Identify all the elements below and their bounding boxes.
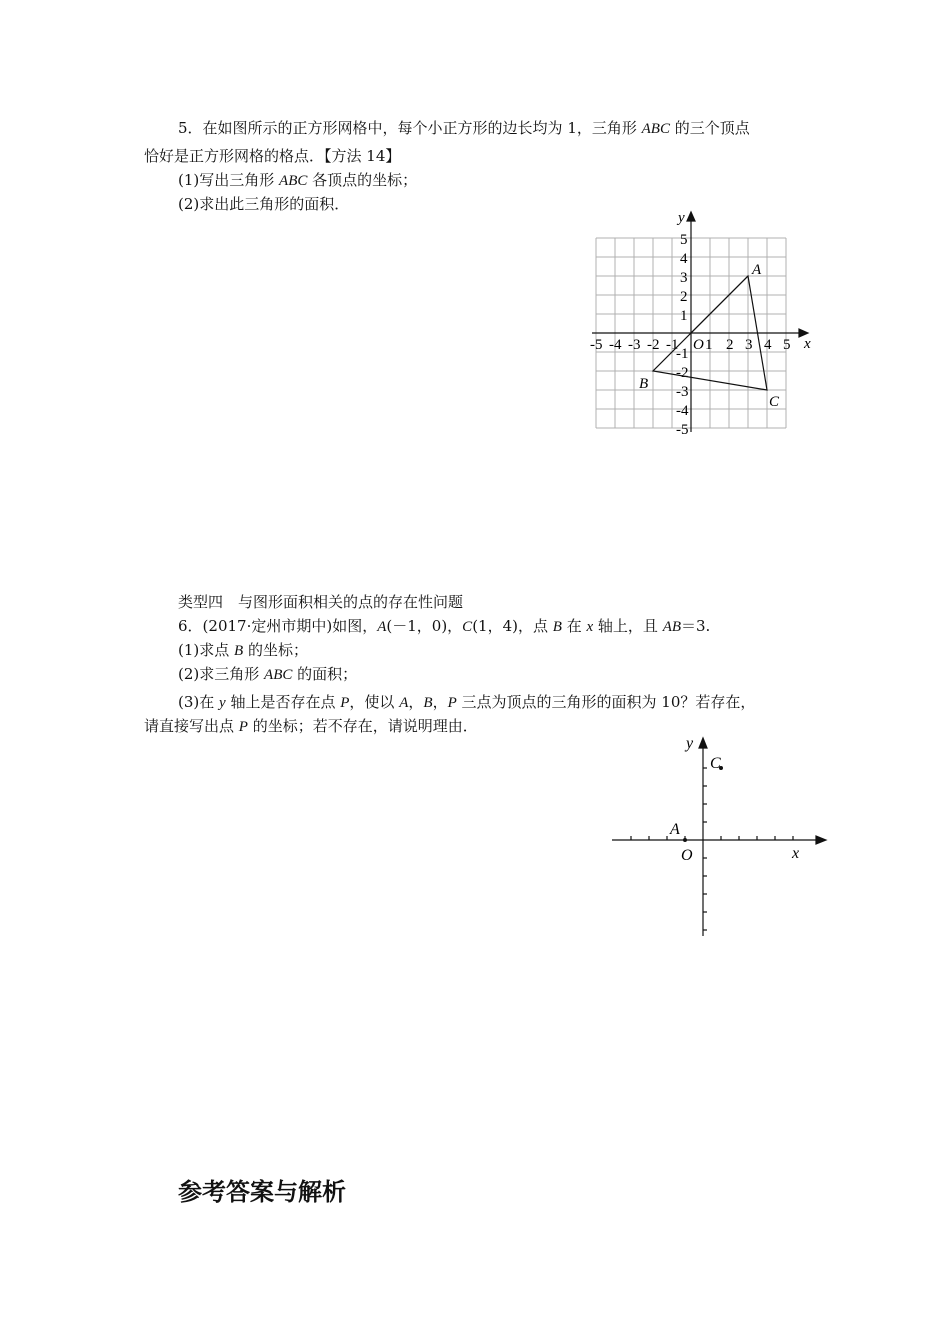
problem5-line1-text: 5．在如图所示的正方形网格中，每个小正方形的边长均为 1，三角形 (178, 119, 642, 137)
problem6-q3-point-p: P (447, 695, 457, 711)
problem5-line1 (178, 118, 750, 139)
problem5-triangle-name: ABC (641, 121, 670, 137)
x-tick-label: 5 (783, 337, 791, 353)
problem6-q3-text: 的坐标；若不存在，请说明理由． (247, 717, 478, 735)
problem6-q1-text: (1)求点 (178, 641, 235, 659)
problem6-question1 (178, 640, 308, 661)
problem6-question3 (178, 692, 755, 713)
y-tick-label: -3 (676, 384, 689, 400)
point-c-label: C (710, 755, 721, 772)
problem6-text: ＝3. (681, 617, 711, 635)
problem6-q3-text: ，使以 (349, 693, 400, 711)
problem6-q3-text: ， (408, 693, 424, 711)
problem6-point-c: C (462, 619, 473, 635)
y-tick-label: 4 (680, 251, 688, 267)
y-tick-label: -2 (676, 365, 689, 381)
problem5-line1-suffix: 的三个顶点 (669, 119, 750, 137)
y-tick-label: 1 (680, 308, 688, 324)
problem6-point-a: A (377, 619, 387, 635)
problem6-q3-point-b: B (423, 695, 433, 711)
problem5-question1 (178, 170, 417, 191)
problem6-q3-y: y (219, 695, 226, 711)
x-tick-label: 3 (745, 337, 753, 353)
problem6-question2 (178, 664, 357, 685)
problem6-q3-text: 三点为顶点的三角形的面积为 10？若存在， (456, 693, 756, 711)
section4-title: 类型四 与图形面积相关的点的存在性问题 (178, 593, 464, 611)
y-tick-label: 2 (680, 289, 688, 305)
problem6-q3-text: 轴上是否存在点 (225, 693, 341, 711)
problem6-text: (－1，0)， (386, 617, 463, 635)
problem5-q1-text: (1)写出三角形 (178, 171, 280, 189)
problem6-q3-text: ， (432, 693, 448, 711)
problem6-q3-point-a: A (399, 695, 409, 711)
problem6-q3-text: 请直接写出点 (144, 717, 239, 735)
problem6-q1-point: B (234, 643, 244, 659)
problem5-q1-triangle: ABC (279, 173, 308, 189)
x-tick-label: 1 (705, 337, 713, 353)
y-tick-label: 5 (680, 232, 688, 248)
point-b-label: B (639, 376, 649, 392)
problem5-q1-suffix: 各顶点的坐标； (307, 171, 418, 189)
problem5-question2: (2)求出此三角形的面积． (178, 195, 350, 213)
point-a-label: A (670, 821, 680, 838)
problem6-x: x (586, 619, 594, 635)
y-tick-label: -4 (676, 403, 689, 419)
point-a-dot (683, 838, 687, 842)
y-tick-label: -5 (676, 422, 689, 438)
problem6-q2-text: (2)求三角形 (178, 665, 265, 683)
problem6-point-b: B (552, 619, 562, 635)
problem6-y-axis-label: y (686, 735, 694, 752)
x-tick-label: -4 (609, 337, 622, 353)
problem5-grid-figure (580, 208, 820, 438)
problem6-text: 在 (561, 617, 587, 635)
problem6-text: 轴上，且 (593, 617, 663, 635)
problem6-q2-triangle: ABC (264, 667, 293, 683)
problem6-q3-point-p: P (340, 695, 350, 711)
problem5-y-tick-labels (676, 232, 689, 438)
problem6-origin-label: O (681, 847, 693, 864)
problem6-q2-suffix: 的面积； (292, 665, 358, 683)
problem6-text: 6．(2017·定州市期中)如图， (178, 617, 378, 635)
problem6-line1 (178, 616, 710, 637)
x-tick-label: -5 (590, 337, 603, 353)
problem6-text: (1，4)，点 (472, 617, 553, 635)
problem6-q3-text: (3)在 (178, 693, 220, 711)
problem6-q3-point-p: P (238, 719, 248, 735)
answers-title: 参考答案与解析 (178, 1178, 346, 1206)
problem6-ab: AB (662, 619, 682, 635)
problem5-line2: 恰好是正方形网格的格点．【方法 14】 (144, 147, 401, 165)
problem6-x-axis-label: x (792, 845, 800, 862)
y-tick-label: -1 (676, 346, 689, 362)
y-tick-label: 3 (680, 270, 688, 286)
point-a-label: A (752, 262, 762, 278)
problem5-origin-label: O (693, 337, 704, 353)
x-tick-label: 2 (726, 337, 734, 353)
problem5-x-axis-label: x (804, 336, 811, 352)
x-tick-label: -2 (647, 337, 660, 353)
point-c-label: C (769, 394, 780, 410)
x-tick-label: 4 (764, 337, 772, 353)
x-tick-label: -3 (628, 337, 641, 353)
problem6-q1-suffix: 的坐标； (243, 641, 308, 659)
x-tick-label: -1 (666, 337, 679, 353)
problem5-y-axis-label: y (678, 210, 685, 226)
problem6-axes-figure (604, 732, 834, 942)
problem6-question3-line2 (144, 716, 478, 737)
